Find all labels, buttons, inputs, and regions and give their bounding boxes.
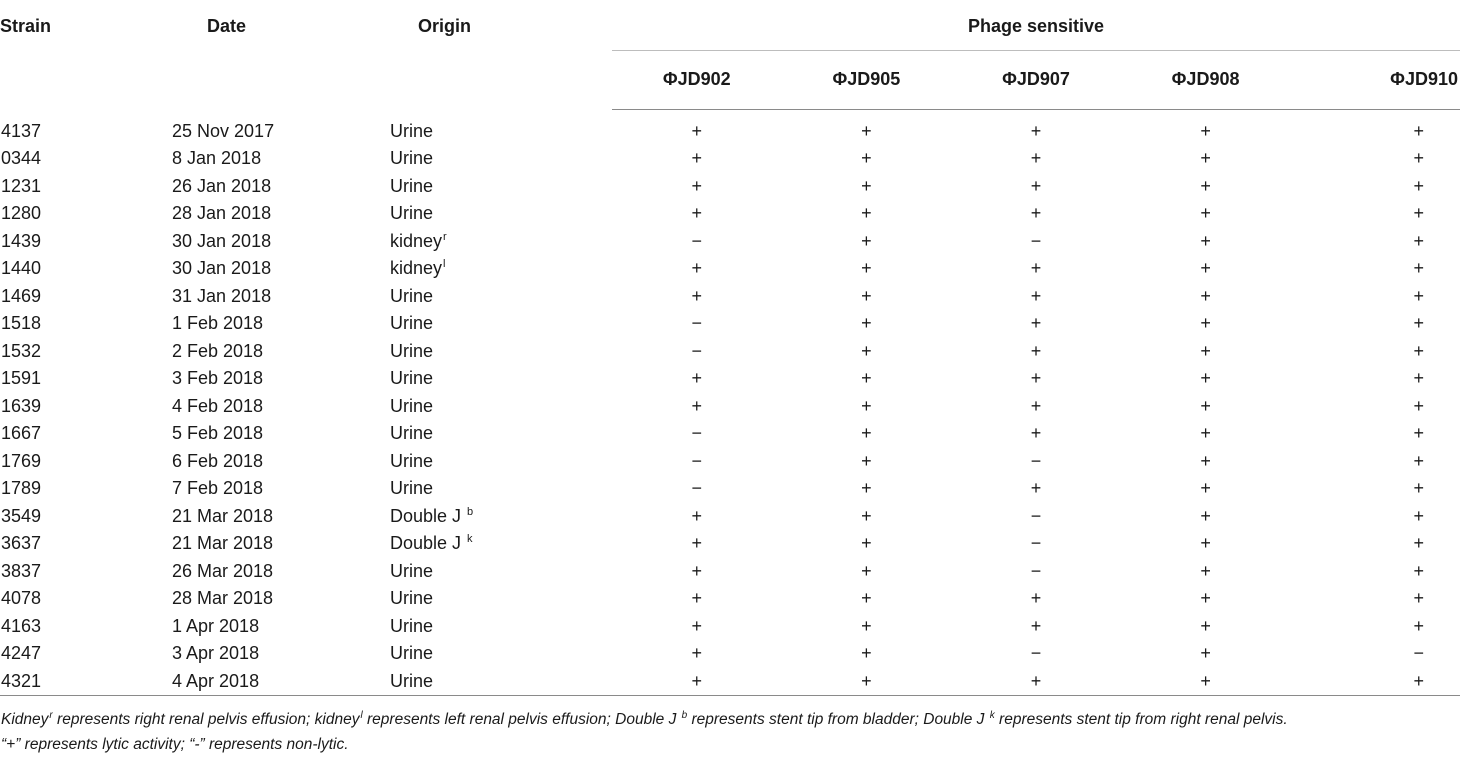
cell-phage-result: +: [782, 668, 952, 696]
cell-phage-result: +: [691, 560, 703, 581]
origin-text: Urine: [390, 670, 434, 691]
cell-date: 25 Nov 2017: [172, 120, 275, 141]
cell-phage-result: +: [861, 203, 872, 223]
cell-phage-result: +: [1413, 450, 1424, 471]
cell-phage-result: +: [1413, 230, 1424, 251]
cell-strain: 1667: [1, 423, 42, 443]
cell-phage-result: +: [1030, 423, 1042, 443]
cell-phage-result: +: [1200, 533, 1211, 553]
origin-text: Urine: [390, 478, 434, 498]
cell-phage-result: +: [612, 668, 782, 696]
table-row: [0, 200, 1460, 228]
cell-phage-result: +: [1413, 368, 1424, 388]
cell-phage-result: +: [1413, 120, 1424, 141]
header-origin: Origin: [418, 16, 471, 36]
cell-strain: 1518: [1, 313, 42, 333]
cell-phage-result: +: [1200, 120, 1211, 141]
cell-strain: 1440: [1, 258, 42, 278]
cell-phage-result: +: [691, 615, 703, 636]
cell-phage-result: +: [691, 395, 703, 416]
origin-text: Urine: [390, 450, 434, 471]
footnote-superscript: b: [681, 709, 688, 721]
origin-text: Urine: [390, 340, 434, 361]
cell-origin: [390, 640, 612, 668]
cell-strain: 1769: [1, 450, 42, 471]
table-row: [0, 613, 1460, 641]
cell-origin: [390, 475, 612, 503]
cell-phage-result: +: [861, 120, 872, 141]
cell-date: 28 Jan 2018: [172, 203, 272, 223]
cell-strain: 4137: [1, 120, 42, 141]
cell-phage-result: −: [1030, 560, 1042, 581]
cell-phage-result: +: [1413, 395, 1424, 416]
cell-phage-result: +: [1200, 203, 1211, 223]
cell-phage-result: +: [691, 588, 703, 608]
origin-superscript: r: [443, 230, 447, 243]
cell-origin: [390, 118, 612, 146]
cell-date: 4 Feb 2018: [172, 395, 264, 416]
cell-strain: 3549: [1, 505, 42, 526]
cell-date: 1 Apr 2018: [172, 615, 260, 636]
cell-phage-result: +: [1413, 505, 1424, 526]
cell-strain: 4321: [0, 668, 172, 696]
cell-phage-result: +: [861, 423, 872, 443]
cell-strain: 4078: [1, 588, 42, 608]
footnote-superscript: l: [360, 709, 363, 721]
cell-strain: 1439: [1, 230, 42, 251]
cell-phage-result: +: [1200, 505, 1211, 526]
cell-phage-result: −: [1030, 505, 1042, 526]
cell-date: 8 Jan 2018: [172, 148, 262, 168]
cell-strain: 1789: [1, 478, 42, 498]
cell-phage-result: +: [861, 175, 872, 196]
cell-phage-result: +: [1030, 478, 1042, 498]
table-row: [0, 530, 1460, 558]
cell-phage-result: +: [691, 148, 703, 168]
cell-date: 30 Jan 2018: [172, 258, 272, 278]
cell-phage-result: +: [1200, 313, 1211, 333]
cell-date: 3 Apr 2018: [172, 643, 260, 663]
header-phage-jd908: ΦJD908: [1121, 50, 1291, 109]
table-row: [0, 283, 1460, 311]
cell-phage-result: +: [1030, 120, 1042, 141]
cell-origin: [390, 503, 612, 531]
table-row: [0, 393, 1460, 421]
cell-phage-result: +: [861, 230, 872, 251]
cell-phage-result: +: [1413, 313, 1424, 333]
table-row: [0, 585, 1460, 613]
origin-text: Urine: [390, 285, 434, 306]
cell-strain: 1532: [1, 340, 42, 361]
origin-text: Urine: [390, 560, 434, 581]
origin-text: Urine: [390, 120, 434, 141]
cell-phage-result: +: [861, 560, 872, 581]
cell-origin: [390, 530, 612, 558]
table-row: [0, 448, 1460, 476]
cell-phage-result: +: [691, 368, 703, 388]
cell-phage-result: +: [1200, 478, 1211, 498]
cell-phage-result: +: [1200, 395, 1211, 416]
table-row: [0, 145, 1460, 173]
cell-phage-result: −: [1030, 230, 1042, 251]
cell-phage-result: +: [691, 120, 703, 141]
cell-phage-result: +: [1030, 588, 1042, 608]
cell-phage-result: +: [1200, 368, 1211, 388]
cell-origin: [390, 228, 612, 256]
cell-origin: [390, 393, 612, 421]
table-row: [0, 503, 1460, 531]
table-body: [0, 109, 1460, 696]
table-row: [0, 365, 1460, 393]
cell-date: 30 Jan 2018: [172, 230, 272, 251]
cell-date: 4 Apr 2018: [172, 668, 390, 696]
footnote-line-1: [1, 707, 1459, 732]
cell-strain: 1280: [1, 203, 42, 223]
cell-phage-result: +: [861, 340, 872, 361]
cell-phage-result: −: [691, 450, 703, 471]
cell-phage-result: −: [1030, 450, 1042, 471]
cell-phage-result: +: [1200, 230, 1211, 251]
cell-phage-result: +: [1413, 203, 1424, 223]
header-date: Date: [207, 16, 247, 36]
cell-phage-result: +: [1413, 258, 1424, 278]
cell-origin: [390, 668, 612, 696]
header-phage-jd902: ΦJD902: [612, 50, 782, 109]
cell-phage-result: +: [861, 478, 872, 498]
footnote-superscript: r: [49, 709, 53, 721]
cell-phage-result: +: [1200, 560, 1211, 581]
origin-superscript: l: [443, 258, 446, 270]
origin-text: Urine: [390, 148, 434, 168]
table-row: [0, 420, 1460, 448]
origin-text: Urine: [390, 175, 434, 196]
cell-date: 1 Feb 2018: [172, 313, 264, 333]
cell-phage-result: +: [1121, 668, 1291, 696]
cell-phage-result: −: [691, 230, 703, 251]
cell-origin: [390, 145, 612, 173]
cell-phage-result: +: [1200, 340, 1211, 361]
cell-origin: [390, 613, 612, 641]
cell-phage-result: +: [1413, 588, 1424, 608]
table-row: [0, 173, 1460, 201]
cell-phage-result: +: [1200, 148, 1211, 168]
table-row: [0, 338, 1460, 366]
cell-phage-result: +: [1030, 258, 1042, 278]
cell-phage-result: +: [1200, 615, 1211, 636]
header-phage-jd910: ΦJD910: [1290, 50, 1460, 109]
cell-strain: 4247: [1, 643, 42, 663]
origin-text: Urine: [390, 395, 434, 416]
cell-phage-result: +: [1200, 285, 1211, 306]
cell-phage-result: −: [691, 423, 703, 443]
cell-phage-result: −: [1030, 533, 1042, 553]
table-row: [0, 640, 1460, 668]
cell-phage-result: +: [861, 615, 872, 636]
cell-phage-result: +: [1030, 175, 1042, 196]
cell-strain: 4163: [1, 615, 42, 636]
origin-text: Double J: [390, 505, 467, 526]
cell-date: 7 Feb 2018: [172, 478, 264, 498]
footnote-text: represents stent tip from right renal pelvis.: [994, 711, 1288, 728]
cell-origin: [390, 338, 612, 366]
origin-text: Urine: [390, 203, 434, 223]
cell-phage-result: +: [1200, 643, 1211, 663]
cell-phage-result: +: [1413, 175, 1424, 196]
cell-phage-result: −: [691, 340, 703, 361]
cell-origin: [390, 420, 612, 448]
origin-text: Urine: [390, 588, 434, 608]
cell-phage-result: +: [1413, 615, 1424, 636]
footnote-text: represents right renal pelvis effusion; kidney: [52, 711, 360, 728]
cell-phage-result: −: [691, 313, 703, 333]
cell-origin: [390, 448, 612, 476]
cell-phage-result: +: [861, 588, 872, 608]
cell-phage-result: +: [691, 643, 703, 663]
table-row: [0, 118, 1460, 146]
cell-phage-result: +: [1030, 203, 1042, 223]
cell-origin: [390, 585, 612, 613]
cell-date: 26 Jan 2018: [172, 175, 272, 196]
cell-phage-result: +: [861, 450, 872, 471]
cell-phage-result: +: [1030, 395, 1042, 416]
cell-phage-result: +: [1030, 368, 1042, 388]
table-row: [0, 668, 1460, 696]
header-phage-jd907: ΦJD907: [951, 50, 1121, 109]
cell-origin: [390, 200, 612, 228]
origin-superscript: b: [467, 505, 474, 518]
cell-date: 28 Mar 2018: [172, 588, 274, 608]
cell-phage-result: +: [1200, 175, 1211, 196]
table-row: [0, 228, 1460, 256]
cell-date: 26 Mar 2018: [172, 560, 274, 581]
cell-strain: 3837: [1, 560, 42, 581]
footnote-text: represents stent tip from bladder; Double J: [687, 711, 989, 728]
cell-strain: 3637: [1, 533, 42, 553]
origin-text: Urine: [390, 615, 434, 636]
cell-phage-result: +: [861, 285, 872, 306]
cell-phage-result: +: [691, 203, 703, 223]
cell-date: 6 Feb 2018: [172, 450, 264, 471]
cell-phage-result: +: [1413, 478, 1424, 498]
table-row: [0, 558, 1460, 586]
cell-strain: 1639: [1, 395, 42, 416]
cell-phage-result: +: [1200, 450, 1211, 471]
footnote-text: represents left renal pelvis effusion; Double J: [362, 711, 681, 728]
cell-origin: [390, 173, 612, 201]
cell-phage-result: +: [861, 258, 872, 278]
cell-phage-result: +: [691, 285, 703, 306]
cell-phage-result: +: [691, 505, 703, 526]
cell-phage-result: +: [1290, 668, 1460, 696]
cell-phage-result: +: [1200, 423, 1211, 443]
cell-origin: [390, 558, 612, 586]
cell-phage-result: +: [861, 148, 872, 168]
origin-text: kidney: [390, 230, 443, 251]
cell-phage-result: +: [1413, 423, 1424, 443]
cell-origin: [390, 365, 612, 393]
cell-phage-result: +: [861, 643, 872, 663]
header-phage-jd905: ΦJD905: [782, 50, 952, 109]
cell-strain: 0344: [1, 148, 42, 168]
cell-origin: [390, 255, 612, 283]
cell-phage-result: +: [691, 175, 703, 196]
origin-text: Urine: [390, 643, 434, 663]
cell-phage-result: +: [861, 395, 872, 416]
cell-date: 21 Mar 2018: [172, 533, 274, 553]
cell-origin: [390, 310, 612, 338]
cell-phage-result: +: [1030, 313, 1042, 333]
origin-text: Urine: [390, 368, 434, 388]
table-footnote: [1, 707, 1459, 757]
cell-phage-result: +: [861, 368, 872, 388]
table-row: [0, 255, 1460, 283]
cell-date: 5 Feb 2018: [172, 423, 264, 443]
cell-strain: 1231: [1, 175, 42, 196]
footnote-text: Kidney: [1, 711, 49, 728]
table-row: [0, 310, 1460, 338]
cell-phage-result: +: [861, 313, 872, 333]
cell-date: 2 Feb 2018: [172, 340, 264, 361]
header-strain: Strain: [0, 16, 52, 36]
cell-phage-result: −: [1030, 643, 1042, 663]
table-row: [0, 475, 1460, 503]
cell-phage-result: +: [1030, 340, 1042, 361]
cell-phage-result: +: [951, 668, 1121, 696]
cell-phage-result: +: [1413, 340, 1424, 361]
cell-strain: 1469: [1, 285, 42, 306]
cell-phage-result: −: [691, 478, 703, 498]
cell-phage-result: +: [1030, 285, 1042, 306]
cell-date: 21 Mar 2018: [172, 505, 274, 526]
cell-date: 31 Jan 2018: [172, 285, 272, 306]
origin-text: Urine: [390, 313, 434, 333]
origin-superscript: k: [467, 533, 473, 545]
cell-phage-result: +: [1413, 560, 1424, 581]
cell-phage-result: +: [1200, 588, 1211, 608]
cell-phage-result: +: [1413, 148, 1424, 168]
cell-phage-result: +: [691, 533, 703, 553]
footnote-line-2: “+” represents lytic activity; “-” represents non-lytic.: [1, 736, 349, 753]
origin-text: Double J: [390, 533, 467, 553]
cell-phage-result: +: [1030, 615, 1042, 636]
origin-text: Urine: [390, 423, 434, 443]
cell-date: 3 Feb 2018: [172, 368, 264, 388]
cell-phage-result: +: [861, 533, 872, 553]
footnote-superscript: k: [989, 709, 995, 721]
cell-phage-result: +: [1413, 533, 1424, 553]
cell-phage-result: +: [1200, 258, 1211, 278]
cell-phage-result: −: [1413, 643, 1424, 663]
cell-origin: [390, 283, 612, 311]
cell-phage-result: +: [691, 258, 703, 278]
cell-phage-result: +: [1030, 148, 1042, 168]
origin-text: kidney: [390, 258, 443, 278]
header-phage-sensitive: Phage sensitive: [612, 0, 1460, 50]
cell-strain: 1591: [1, 368, 42, 388]
cell-phage-result: +: [1413, 285, 1424, 306]
cell-phage-result: +: [861, 505, 872, 526]
